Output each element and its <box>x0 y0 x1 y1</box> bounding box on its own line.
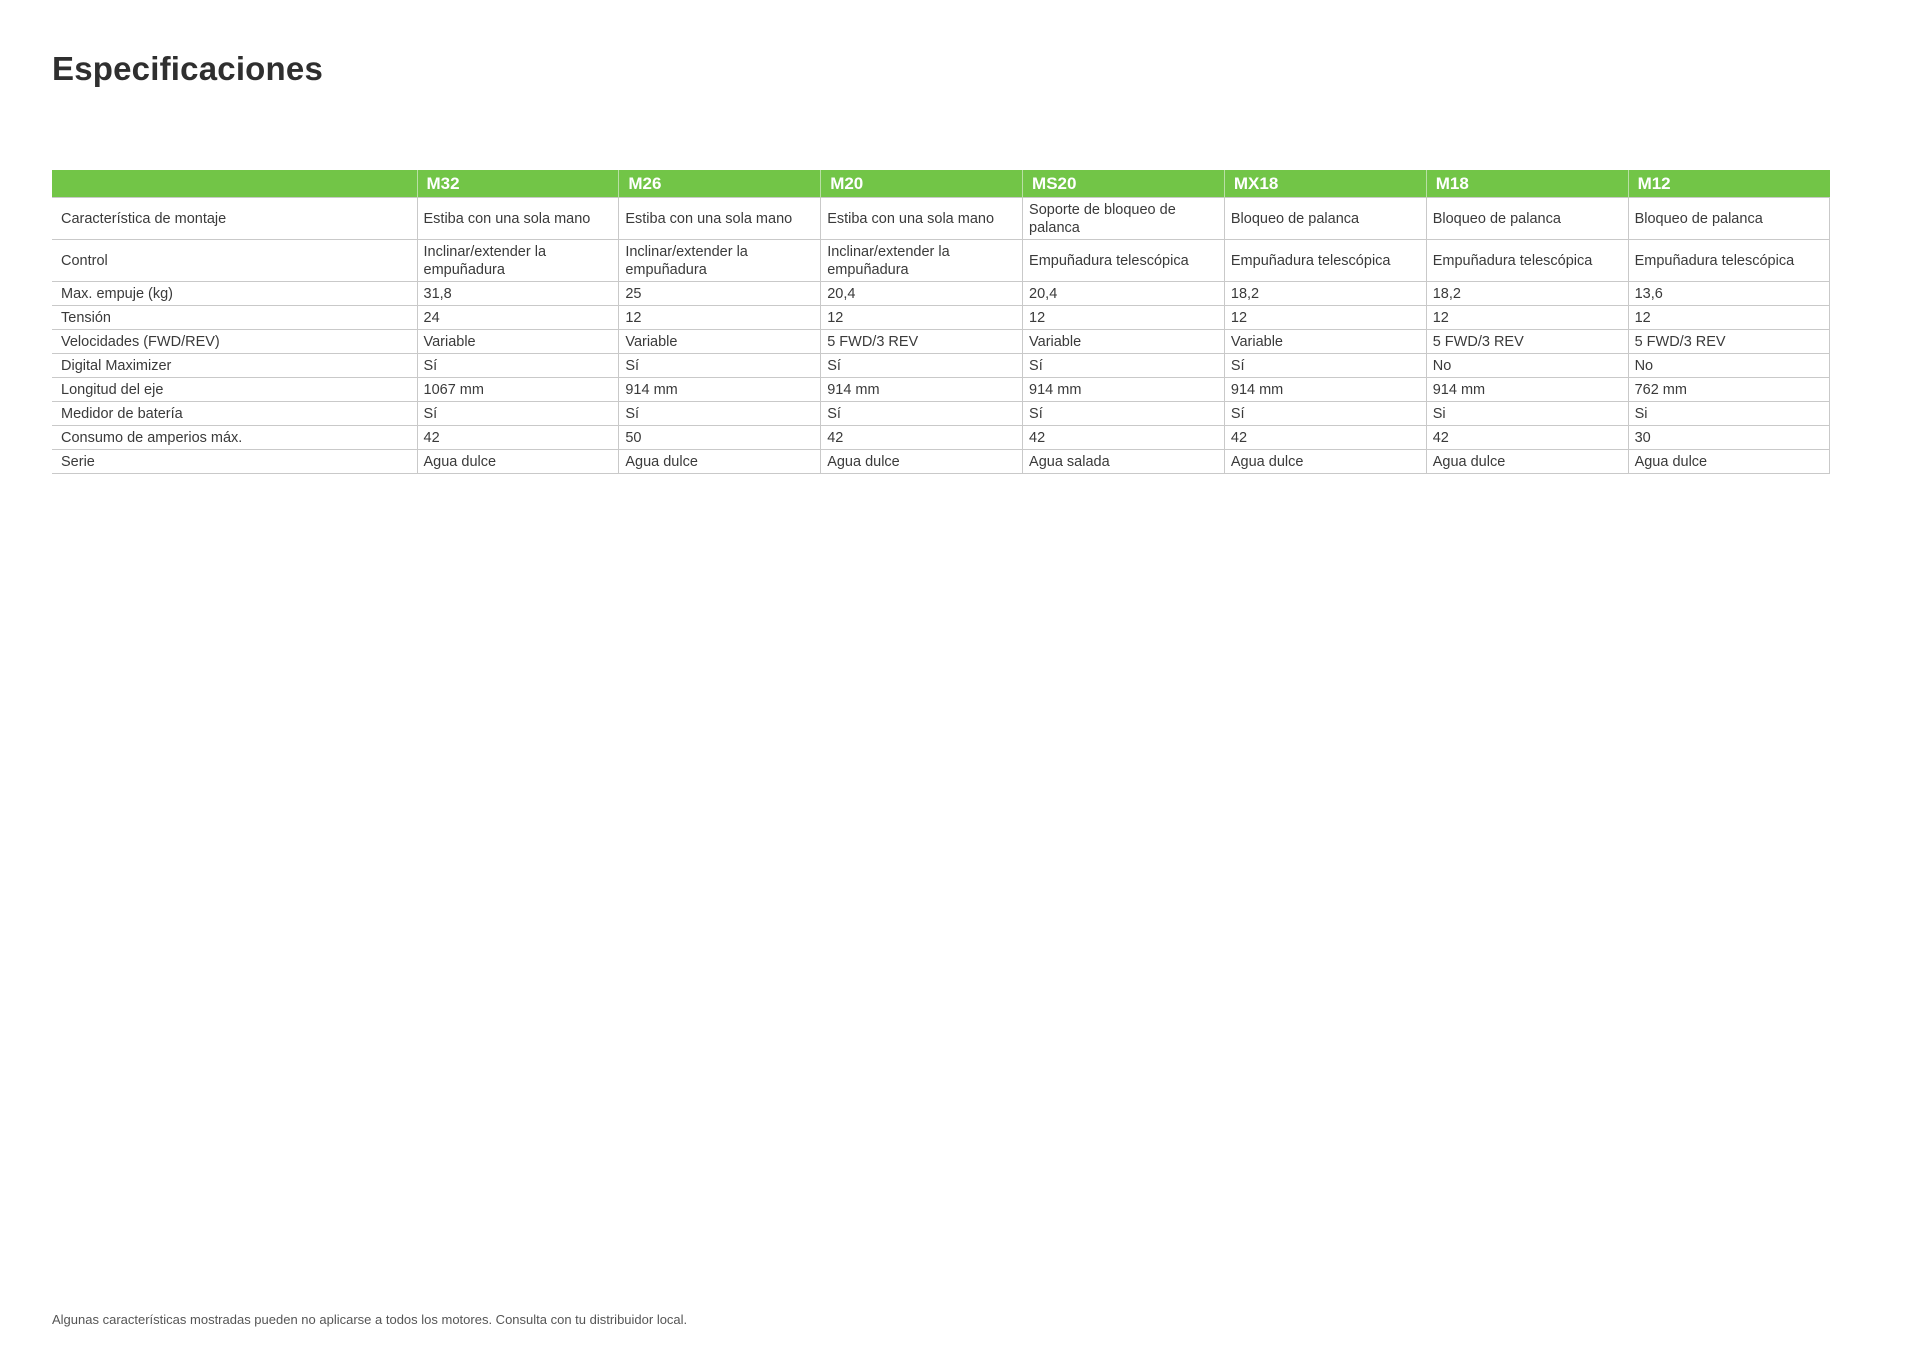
table-cell: 914 mm <box>1023 378 1225 402</box>
table-cell: 42 <box>1224 426 1426 450</box>
table-row <box>52 354 1830 378</box>
table-cell: Empuñadura telescópica <box>1628 240 1830 282</box>
table-cell: Sí <box>1224 402 1426 426</box>
row-label: Longitud del eje <box>52 378 417 402</box>
table-cell: Agua dulce <box>1426 450 1628 474</box>
header-cell-m20: M20 <box>821 170 1023 198</box>
table-cell: Empuñadura telescópica <box>1426 240 1628 282</box>
row-label: Serie <box>52 450 417 474</box>
table-row <box>52 198 1830 240</box>
table-row <box>52 426 1830 450</box>
row-label: Consumo de amperios máx. <box>52 426 417 450</box>
table-cell: 914 mm <box>821 378 1023 402</box>
table-cell: Empuñadura telescópica <box>1224 240 1426 282</box>
table-cell: 5 FWD/3 REV <box>1426 330 1628 354</box>
table-cell: 5 FWD/3 REV <box>821 330 1023 354</box>
table-cell: Bloqueo de palanca <box>1628 198 1830 240</box>
table-cell: 18,2 <box>1224 282 1426 306</box>
table-cell: Si <box>1426 402 1628 426</box>
table-cell: 12 <box>1628 306 1830 330</box>
header-cell-m18: M18 <box>1426 170 1628 198</box>
header-cell-m26: M26 <box>619 170 821 198</box>
table-row <box>52 306 1830 330</box>
table-cell: 12 <box>1426 306 1628 330</box>
table-cell: Estiba con una sola mano <box>417 198 619 240</box>
table-cell: 42 <box>1426 426 1628 450</box>
header-cell-mx18: MX18 <box>1224 170 1426 198</box>
table-row <box>52 330 1830 354</box>
header-cell-m32: M32 <box>417 170 619 198</box>
table-cell: 762 mm <box>1628 378 1830 402</box>
table-cell: Soporte de bloqueo de palanca <box>1023 198 1225 240</box>
table-cell: 1067 mm <box>417 378 619 402</box>
table-cell: 42 <box>821 426 1023 450</box>
row-label: Medidor de batería <box>52 402 417 426</box>
table-header-row <box>52 170 1830 198</box>
header-cell-m12: M12 <box>1628 170 1830 198</box>
table-cell: 914 mm <box>1426 378 1628 402</box>
table-cell: Estiba con una sola mano <box>619 198 821 240</box>
table-cell: Agua dulce <box>417 450 619 474</box>
table-cell: Sí <box>821 354 1023 378</box>
table-row <box>52 450 1830 474</box>
table-cell: Variable <box>619 330 821 354</box>
table-cell: No <box>1628 354 1830 378</box>
row-label: Max. empuje (kg) <box>52 282 417 306</box>
footnote: Algunas características mostradas pueden no aplicarse a todos los motores. Consulta con tu distribuidor local. <box>52 1312 688 1327</box>
row-label: Característica de montaje <box>52 198 417 240</box>
table-cell: Inclinar/extender la empuñadura <box>417 240 619 282</box>
table-cell: Sí <box>1023 402 1225 426</box>
header-cell-blank <box>52 170 417 198</box>
table-cell: 50 <box>619 426 821 450</box>
row-label: Tensión <box>52 306 417 330</box>
table-cell: Estiba con una sola mano <box>821 198 1023 240</box>
table-cell: 25 <box>619 282 821 306</box>
table-cell: Sí <box>1023 354 1225 378</box>
table-cell: Inclinar/extender la empuñadura <box>821 240 1023 282</box>
table-cell: Agua dulce <box>619 450 821 474</box>
table-cell: Agua salada <box>1023 450 1225 474</box>
table-cell: Sí <box>1224 354 1426 378</box>
table-row <box>52 378 1830 402</box>
table-cell: 42 <box>1023 426 1225 450</box>
table-cell: Si <box>1628 402 1830 426</box>
table-row <box>52 402 1830 426</box>
table-cell: 18,2 <box>1426 282 1628 306</box>
table-cell: 42 <box>417 426 619 450</box>
table-cell: 20,4 <box>1023 282 1225 306</box>
table-cell: 914 mm <box>619 378 821 402</box>
table-cell: Variable <box>1224 330 1426 354</box>
table-cell: Variable <box>417 330 619 354</box>
table-cell: Inclinar/extender la empuñadura <box>619 240 821 282</box>
row-label: Digital Maximizer <box>52 354 417 378</box>
table-cell: 12 <box>821 306 1023 330</box>
table-cell: 13,6 <box>1628 282 1830 306</box>
table-cell: Agua dulce <box>1224 450 1426 474</box>
header-cell-ms20: MS20 <box>1023 170 1225 198</box>
table-row <box>52 282 1830 306</box>
table-cell: Sí <box>821 402 1023 426</box>
table-cell: Sí <box>619 402 821 426</box>
table-cell: 30 <box>1628 426 1830 450</box>
table-cell: No <box>1426 354 1628 378</box>
table-cell: 20,4 <box>821 282 1023 306</box>
table-cell: Bloqueo de palanca <box>1426 198 1628 240</box>
table-cell: Sí <box>619 354 821 378</box>
row-label: Velocidades (FWD/REV) <box>52 330 417 354</box>
table-cell: 24 <box>417 306 619 330</box>
page-title: Especificaciones <box>52 50 324 87</box>
table-cell: Empuñadura telescópica <box>1023 240 1225 282</box>
specifications-table <box>52 170 1830 474</box>
table-cell: Variable <box>1023 330 1225 354</box>
table-cell: Agua dulce <box>1628 450 1830 474</box>
row-label: Control <box>52 240 417 282</box>
table-row <box>52 240 1830 282</box>
table-cell: 12 <box>1023 306 1225 330</box>
table-cell: 12 <box>1224 306 1426 330</box>
table-cell: Sí <box>417 402 619 426</box>
table-cell: 914 mm <box>1224 378 1426 402</box>
table-cell: 5 FWD/3 REV <box>1628 330 1830 354</box>
table-cell: Agua dulce <box>821 450 1023 474</box>
table-cell: 12 <box>619 306 821 330</box>
table-cell: Bloqueo de palanca <box>1224 198 1426 240</box>
table-cell: Sí <box>417 354 619 378</box>
table-cell: 31,8 <box>417 282 619 306</box>
